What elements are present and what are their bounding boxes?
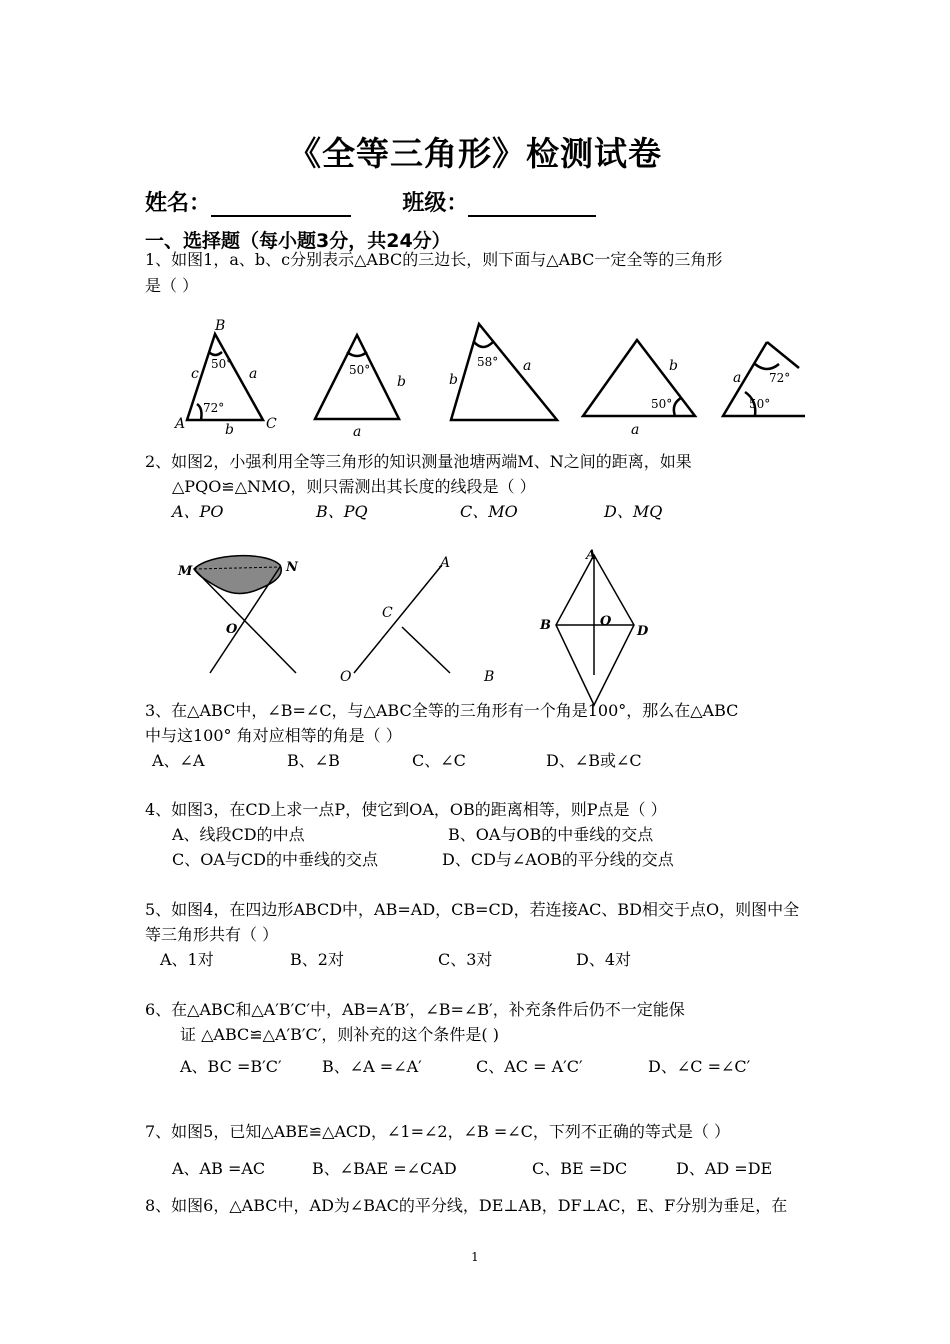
q1-label-c: c — [191, 366, 199, 382]
q5-option-b[interactable]: B、2对 — [290, 950, 344, 969]
q1-line1: 1、如图1，a、b、c分别表示△ABC的三边长，则下面与△ABC一定全等的三角形 — [145, 250, 723, 269]
q1-fig4-a: a — [631, 422, 640, 438]
q1-fig3-b: b — [449, 372, 458, 388]
q4-label-B: B — [540, 618, 551, 633]
q3-option-d[interactable]: D、∠B或∠C — [546, 751, 642, 770]
q4-label-O: O — [600, 614, 612, 629]
q6-option-b[interactable]: B、∠A =∠A′ — [322, 1057, 422, 1076]
q2-option-c[interactable]: C、MO — [460, 502, 518, 521]
q3-line2: 中与这100° 角对应相等的角是（ ） — [145, 726, 402, 745]
q7-option-a[interactable]: A、AB =AC — [172, 1159, 266, 1178]
q3-label-C: C — [382, 605, 393, 621]
q1-label-a: a — [249, 366, 258, 382]
q2-line1: 2、如图2，小强利用全等三角形的知识测量池塘两端M、N之间的距离，如果 — [145, 452, 692, 471]
q2-option-d[interactable]: D、MQ — [604, 502, 663, 521]
q6-line1: 6、在△ABC和△A′B′C′中，AB=A′B′，∠B=∠B′，补充条件后仍不一定能保 — [145, 1000, 685, 1019]
q1-fig2-a: a — [353, 424, 362, 440]
q3-label-O: O — [340, 669, 352, 685]
q4-option-a[interactable]: A、线段CD的中点 — [172, 825, 305, 844]
q1-label-B: B — [215, 318, 226, 334]
q3-label-B: B — [484, 669, 495, 685]
q1-fig2-angle: 50° — [349, 363, 371, 377]
q8-line1: 8、如图6，△ABC中，AD为∠BAC的平分线，DE⊥AB，DF⊥AC，E、F分别为垂足，在 — [145, 1196, 788, 1215]
q1-fig3-angle: 58° — [477, 355, 499, 369]
q7-option-c[interactable]: C、BE =DC — [532, 1159, 628, 1178]
q4-option-b[interactable]: B、OA与OB的中垂线的交点 — [448, 825, 654, 844]
q1-fig5-angle50: 50° — [749, 397, 771, 411]
q6-line2: 证 △ABC≌△A′B′C′，则补充的这个条件是( ) — [180, 1025, 499, 1044]
name-blank[interactable] — [211, 193, 351, 217]
page-number: 1 — [471, 1250, 479, 1264]
q1-angle-72: 72° — [203, 401, 225, 415]
q1-fig5-angle72: 72° — [769, 371, 791, 385]
q1-fig4-angle: 50° — [651, 397, 673, 411]
q5-option-d[interactable]: D、4对 — [576, 950, 632, 969]
q5-option-a[interactable]: A、1对 — [160, 950, 214, 969]
page-title: 《全等三角形》检测试卷 — [288, 134, 662, 173]
q7-option-b[interactable]: B、∠BAE =∠CAD — [312, 1159, 457, 1178]
class-blank[interactable] — [468, 193, 596, 217]
q2-line2: △PQO≌△NMO，则只需测出其长度的线段是（ ） — [172, 477, 536, 496]
q5-line1: 5、如图4，在四边形ABCD中，AB=AD，CB=CD，若连接AC、BD相交于点O，则图中全 — [145, 900, 800, 919]
class-label: 班级： — [402, 191, 469, 216]
q3-option-a[interactable]: A、∠A — [152, 751, 205, 770]
q2-option-a[interactable]: A、PO — [172, 502, 224, 521]
q6-option-d[interactable]: D、∠C =∠C′ — [648, 1057, 751, 1076]
q7-option-d[interactable]: D、AD =DE — [676, 1159, 773, 1178]
q1-fig4-b: b — [669, 358, 678, 374]
q1-figure — [165, 312, 815, 440]
q3-label-A: A — [440, 555, 451, 571]
q3-option-c[interactable]: C、∠C — [412, 751, 466, 770]
q5-line2: 等三角形共有（ ） — [145, 925, 279, 944]
q7-line1: 7、如图5，已知△ABE≌△ACD，∠1=∠2，∠B =∠C，下列不正确的等式是（ ） — [145, 1122, 730, 1141]
q1-label-b: b — [225, 422, 234, 438]
name-label: 姓名： — [145, 191, 212, 216]
q1-fig5-a: a — [733, 370, 742, 386]
q6-option-c[interactable]: C、AC = A′C′ — [476, 1057, 583, 1076]
q4-option-d[interactable]: D、CD与∠AOB的平分线的交点 — [442, 850, 674, 869]
q4-option-c[interactable]: C、OA与CD的中垂线的交点 — [172, 850, 378, 869]
q2-label-O: O — [226, 622, 238, 637]
q1-fig3-a: a — [523, 358, 532, 374]
student-info — [145, 186, 596, 217]
q1-label-C: C — [266, 416, 277, 432]
q4-label-A: A — [586, 548, 597, 563]
q6-option-a[interactable]: A、BC =B′C′ — [180, 1057, 282, 1076]
q4-label-D: D — [637, 624, 649, 639]
q1-fig2-b: b — [397, 374, 406, 390]
q3-option-b[interactable]: B、∠B — [287, 751, 340, 770]
q1-line2: 是（ ） — [145, 276, 199, 295]
q2-option-b[interactable]: B、PQ — [316, 502, 368, 521]
q2-label-M: M — [178, 564, 193, 579]
q4-line1: 4、如图3，在CD上求一点P，使它到OA，OB的距离相等，则P点是（ ） — [145, 800, 667, 819]
q2-figures — [170, 545, 670, 685]
q2-label-N: N — [286, 560, 298, 575]
q3-line1: 3、在△ABC中，∠B=∠C，与△ABC全等的三角形有一个角是100°，那么在△ABC — [145, 701, 739, 720]
q1-angle-50: 50° — [211, 357, 233, 371]
q5-option-c[interactable]: C、3对 — [438, 950, 493, 969]
section-heading: 一、选择题（每小题3分，共24分） — [145, 230, 451, 252]
q1-label-A: A — [175, 416, 186, 432]
